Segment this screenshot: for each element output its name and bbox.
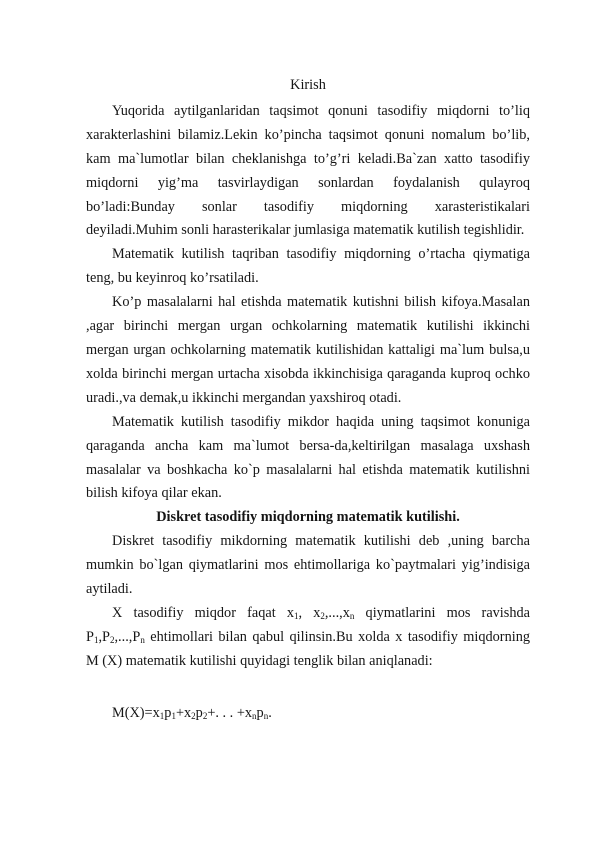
paragraph-shooter-example: Ko’p masalalarni hal etishda matematik kutishni bilish kifoya.Masalan ,agar birinchi mergan urgan ochkolarning matematik kutilishi ikkinchi mergan urgan ochkolarning matematik kutilishidan kattaligi ma`lum bulsa,u xolda birinchi mergan urtacha xisobda ikkinchisiga qaraganda kuproq ochko uradi.,va demak,u ikkinchi mergandan yaxshiroq otadi. <box>86 294 530 406</box>
expectation-formula: $M(X)=x_1p_1+x_2p_2+$. . . $+x_np_n$. <box>112 704 272 721</box>
paragraph-summary: Matematik kutilish tasodifiy mikdor haqida uning taqsimot konuniga qaraganda ancha kam ma`lumot bersa-da,keltirilgan masalaga uxshash masalalar va boshkacha ko`p masalalarni hal etishda matematik kutilishni bilish kifoya qilar ekan. <box>86 413 530 502</box>
paragraph-definition-intro: Diskret tasodifiy mikdorning matematik kutilishi deb ,uning barcha mumkin bo`lgan qiymatlarini mos ehtimollariga ko`paytmalari yig’indisiga aytiladi. <box>86 533 530 598</box>
paragraph-definition: X tasodifiy miqdor faqat $x_1$, $x_2,...,x_n$ qiymatlarini mos ravishda $P_1,P_2,...,P_n$ ehtimollari bilan qabul qilinsin.Bu xolda x tasodifiy miqdorning M (X) matematik kutilishi quyidagi tenglik bilan aniqlanadi: <box>86 604 530 669</box>
paragraph-expectation-mean: Matematik kutilish taqriban tasodifiy miqdorning o’rtacha qiymatiga teng, bu keyinroq ko’rsatiladi. <box>86 246 530 287</box>
page-title: Kirish <box>290 77 326 93</box>
section-heading: Diskret tasodifiy miqdorning matematik kutilishi. <box>156 509 460 526</box>
paragraph-intro: Yuqorida aytilganlaridan taqsimot qonuni tasodifiy miqdorni to’liq xarakterlashini bilamiz.Lekin ko’pincha taqsimot qonuni nomalum bo’lib, kam ma`lumotlar bilan cheklanishga to’g’ri keladi.Ba`zan xatto tasodifiy miqdorni yig’ma tasvirlaydigan sonlardan foydalanish qulayroq bo’ladi:Bunday sonlar tasodifiy miqdorning xarasteristikalari deyiladi.Muhim sonli harasterikalar jumlasiga matematik kutilish tegishlidir. <box>86 102 530 239</box>
